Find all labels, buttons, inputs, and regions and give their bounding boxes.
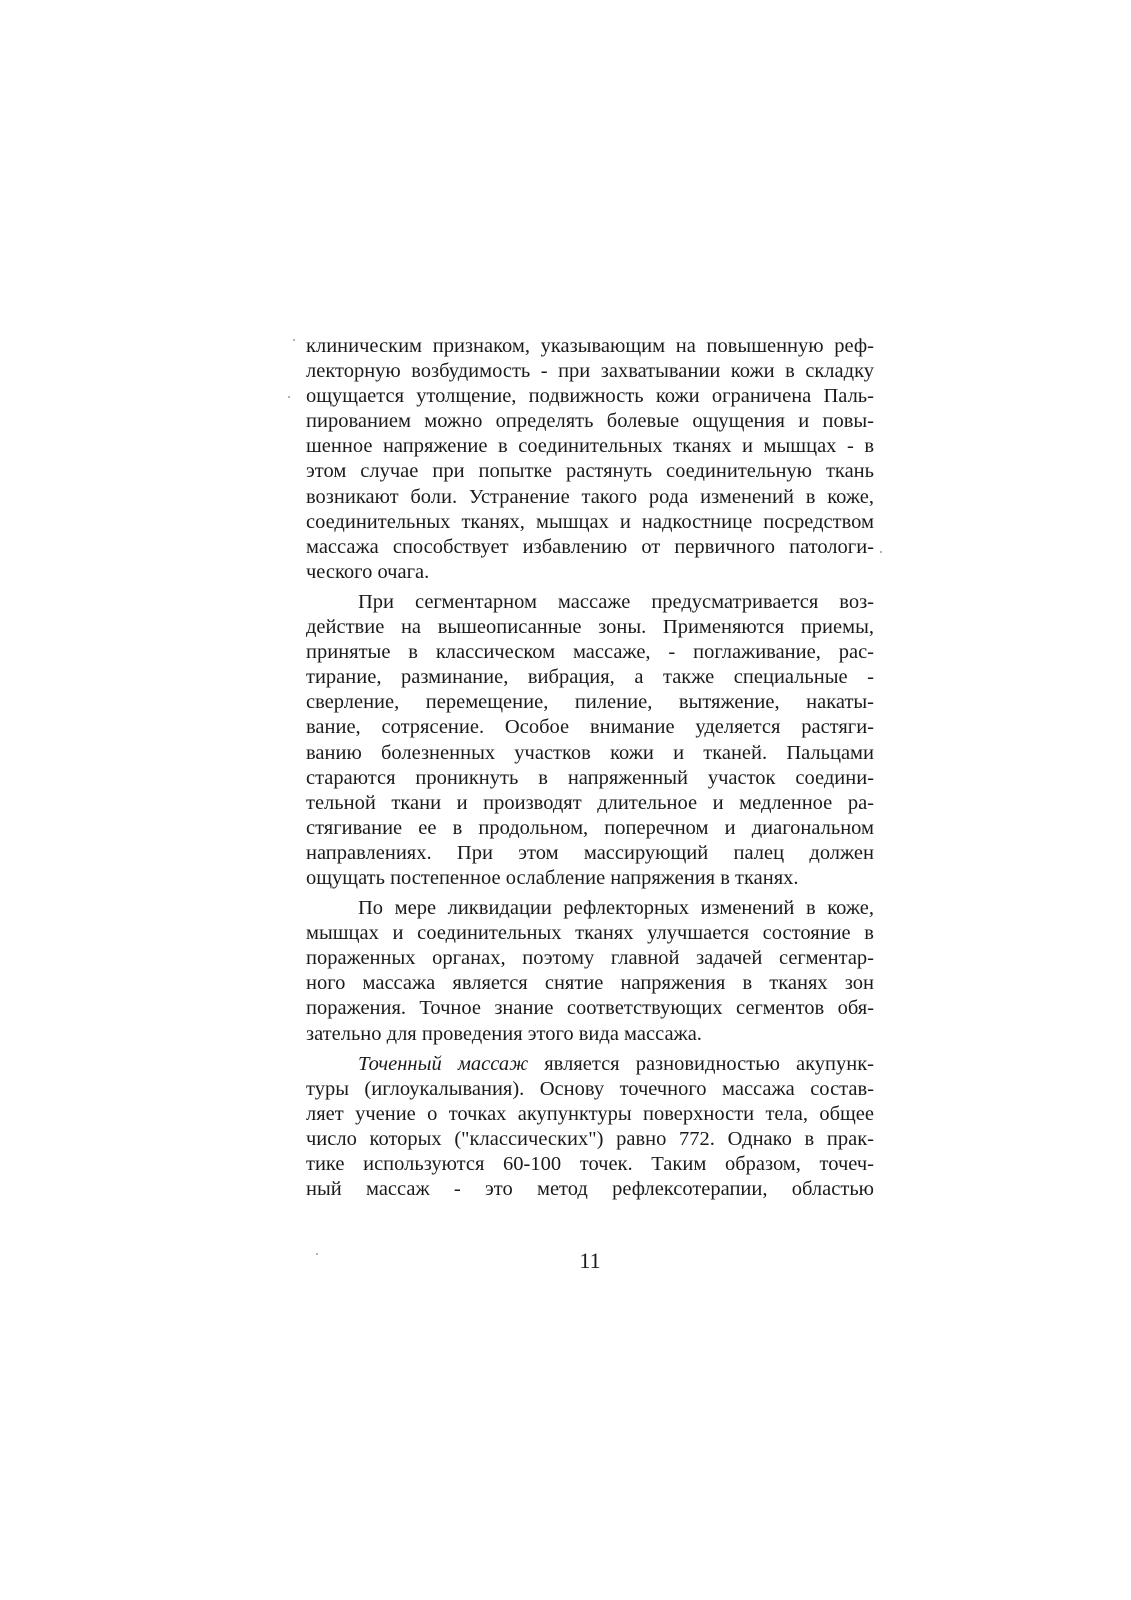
- text-line: клиническим признаком, указывающим на повышенную реф-: [306, 335, 874, 357]
- text-line: стягивание ее в продольном, поперечном и диагональном: [306, 816, 874, 839]
- text-line: тике используются 60-100 точек. Таким образом, точеч-: [306, 1153, 874, 1175]
- text-line: действие на вышеописанные зоны. Применяются приемы,: [306, 616, 874, 639]
- paragraph-1: [306, 334, 874, 585]
- paragraph-3: [306, 896, 874, 1047]
- text-line: При сегментарном массаже предусматривается воз-: [358, 590, 874, 613]
- scan-speck: [293, 339, 295, 341]
- text-line: пораженных органах, поэтому главной задачей сегментар-: [306, 947, 874, 970]
- text-line: стараются проникнуть в напряженный участок соедини-: [306, 766, 874, 789]
- text-line: мышцах и соединительных тканях улучшается состояние в: [306, 922, 874, 945]
- text-line: ного массажа является снятие напряжения в тканях зон: [306, 972, 874, 995]
- paragraph-2: [306, 590, 874, 891]
- text-line: туры (иглоукалывания). Основу точечного массажа состав-: [306, 1077, 874, 1100]
- text-line: ощущается утолщение, подвижность кожи ограничена Паль-: [306, 385, 874, 408]
- text-line: число которых ("классических") равно 772. Однако в прак-: [306, 1127, 874, 1150]
- text-line: зательно для проведения этого вида массажа.: [306, 1022, 702, 1045]
- text-line: ческого очага.: [306, 560, 430, 583]
- text-line: шенное напряжение в соединительных тканях и мышцах - в: [306, 435, 874, 458]
- text-line: лекторную возбудимость - при захватывании кожи в складку: [306, 360, 874, 383]
- text-line: пированием можно определять болевые ощущения и повы-: [306, 410, 874, 433]
- text-line: сверление, перемещение, пиление, вытяжение, накаты-: [306, 691, 874, 714]
- page-number: 11: [579, 1248, 601, 1273]
- text-line: этом случае при попытке растянуть соединительную ткань: [306, 460, 874, 483]
- italic-term: Точенный массаж: [358, 1052, 529, 1075]
- text-line: ощущать постепенное ослабление напряжения в тканях.: [306, 866, 799, 889]
- text-line-rest: является разновидностью акупунк-: [528, 1052, 874, 1075]
- text-line: По мере ликвидации рефлекторных изменений в коже,: [358, 897, 874, 920]
- text-line: ванию болезненных участков кожи и тканей. Пальцами: [306, 741, 874, 764]
- text-line: направлениях. При этом массирующий палец должен: [306, 841, 874, 864]
- scan-speck: [316, 1253, 318, 1255]
- text-line: вание, сотрясение. Особое внимание уделяется растяги-: [306, 716, 874, 739]
- text-line: ляет учение о точках акупунктуры поверхности тела, общее: [306, 1102, 874, 1125]
- scan-speck: [288, 396, 290, 398]
- text-line: [306, 1052, 874, 1077]
- scan-speck: [880, 551, 882, 553]
- paragraph-4: [306, 1052, 874, 1203]
- text-line: возникают боли. Устранение такого рода изменений в коже,: [306, 485, 874, 508]
- text-line: ный массаж - это метод рефлексотерапии, областью: [306, 1178, 874, 1201]
- text-line: тельной ткани и производят длительное и медленное ра-: [306, 791, 874, 814]
- text-line: принятые в классическом массаже, - поглаживание, рас-: [306, 641, 874, 664]
- text-line: тирание, разминание, вибрация, а также специальные -: [306, 666, 874, 689]
- text-line: поражения. Точное знание соответствующих сегментов обя-: [306, 997, 874, 1020]
- text-line: соединительных тканях, мышцах и надкостнице посредством: [306, 510, 874, 533]
- text-line: массажа способствует избавлению от первичного патологи-: [306, 535, 874, 558]
- page-body: [306, 334, 874, 1207]
